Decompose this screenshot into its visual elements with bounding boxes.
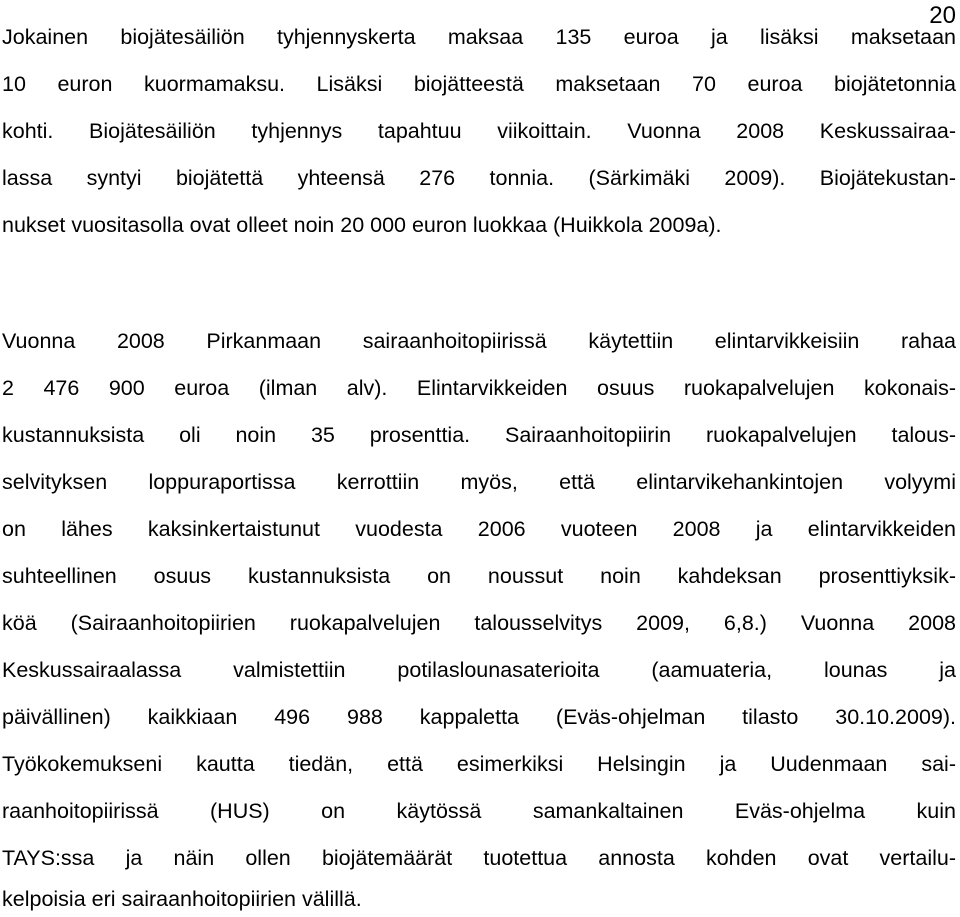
paragraph-1-line-4: lassa syntyi biojätettä yhteensä 276 tonnia. (Särkimäki 2009). Biojätekustan- — [2, 166, 956, 190]
paragraph-1-line-1: Jokainen biojätesäiliön tyhjennyskerta maksaa 135 euroa ja lisäksi maksetaan — [2, 25, 956, 49]
paragraph-2-line-12: TAYS:ssa ja näin ollen biojätemäärät tuotettua annosta kohden ovat vertailu- — [2, 846, 956, 870]
paragraph-2-line-7: köä (Sairaanhoitopiirien ruokapalvelujen talousselvitys 2009, 6,8.) Vuonna 2008 — [2, 611, 956, 635]
paragraph-2-line-10: Työkokemukseni kautta tiedän, että esimerkiksi Helsingin ja Uudenmaan sai- — [2, 752, 956, 776]
paragraph-1-line-5: nukset vuositasolla ovat olleet noin 20 000 euron luokkaa (Huikkola 2009a). — [2, 213, 722, 237]
paragraph-2-line-4: selvityksen loppuraportissa kerrottiin myös, että elintarvikehankintojen volyymi — [2, 470, 956, 494]
page-number: 20 — [929, 2, 956, 29]
paragraph-1-line-2: 10 euron kuormamaksu. Lisäksi biojätteestä maksetaan 70 euroa biojätetonnia — [2, 72, 956, 96]
paragraph-2-line-8: Keskussairaalassa valmistettiin potilaslounasaterioita (aamuateria, lounas ja — [2, 658, 956, 682]
paragraph-1-line-3: kohti. Biojätesäiliön tyhjennys tapahtuu viikoittain. Vuonna 2008 Keskussairaa- — [2, 119, 956, 143]
paragraph-2-line-2: 2 476 900 euroa (ilman alv). Elintarvikkeiden osuus ruokapalvelujen kokonais- — [2, 376, 956, 400]
paragraph-2-line-9: päivällinen) kaikkiaan 496 988 kappaletta (Eväs-ohjelman tilasto 30.10.2009). — [2, 705, 956, 729]
paragraph-2-line-1: Vuonna 2008 Pirkanmaan sairaanhoitopiirissä käytettiin elintarvikkeisiin rahaa — [2, 329, 956, 353]
paragraph-2-line-6: suhteellinen osuus kustannuksista on noussut noin kahdeksan prosenttiyksik- — [2, 564, 956, 588]
paragraph-2-line-13: kelpoisia eri sairaanhoitopiirien välillä. — [2, 887, 362, 911]
paragraph-2-line-11: raanhoitopiirissä (HUS) on käytössä samankaltainen Eväs-ohjelma kuin — [2, 799, 956, 823]
paragraph-2-line-5: on lähes kaksinkertaistunut vuodesta 2006 vuoteen 2008 ja elintarvikkeiden — [2, 517, 956, 541]
paragraph-2-line-3: kustannuksista oli noin 35 prosenttia. Sairaanhoitopiirin ruokapalvelujen talous- — [2, 423, 956, 447]
